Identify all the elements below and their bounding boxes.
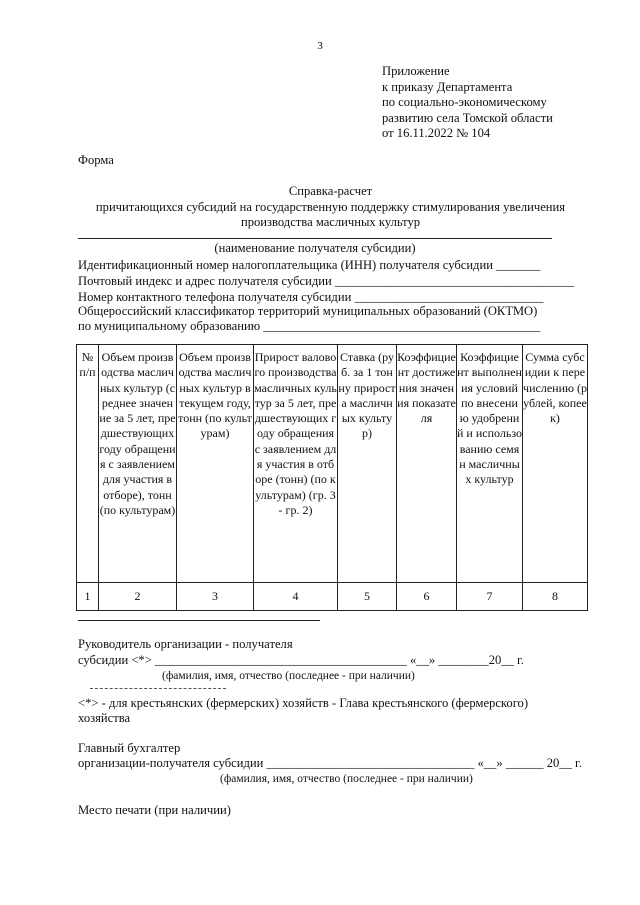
title-line: причитающихся субсидий на государственную поддержку стимулирования увеличения bbox=[95, 199, 566, 214]
appendix-line: развитию села Томской области bbox=[382, 110, 553, 125]
recipient-caption: (наименование получателя субсидии) bbox=[214, 241, 416, 255]
inn-field: Идентификационный номер налогоплательщика (ИНН) получателя субсидии _______ bbox=[78, 258, 541, 272]
page-number: 3 bbox=[317, 40, 323, 52]
column-header: Коэффициент достижения значения показателя bbox=[397, 345, 457, 583]
footnote-text: <*> - для крестьянских (фермерских) хозяйств - Глава крестьянского (фермерского) bbox=[78, 696, 529, 710]
table-number-row bbox=[77, 583, 588, 611]
accountant-signature-caption: (фамилия, имя, отчество (последнее - при наличии) bbox=[220, 773, 473, 785]
table-header-row bbox=[77, 345, 588, 583]
column-header: № п/п bbox=[77, 345, 99, 583]
head-signature-line: субсидии <*> ________________________________________ «__» ________20__ г. bbox=[78, 653, 524, 667]
head-title: Руководитель организации - получателя bbox=[78, 637, 293, 651]
column-number: 1 bbox=[77, 583, 99, 611]
column-header: Ставка (руб. за 1 тонну прироста масличных культур) bbox=[338, 345, 397, 583]
footnote-text: хозяйства bbox=[78, 711, 131, 725]
column-header: Объем производства масличных культур (среднее значение за 5 лет, предшествующих году обращения с заявлением для участия в отборе), тонн (по культурам) bbox=[99, 345, 177, 583]
column-number: 6 bbox=[397, 583, 457, 611]
appendix-line: от 16.11.2022 № 104 bbox=[382, 126, 491, 141]
column-header: Объем производства масличных культур в текущем году, тонн (по культурам) bbox=[177, 345, 254, 583]
appendix-line: к приказу Департамента bbox=[382, 79, 513, 94]
phone-field: Номер контактного телефона получателя субсидии ______________________________ bbox=[78, 290, 544, 304]
title-line: Справка-расчет bbox=[288, 184, 373, 198]
column-number: 5 bbox=[338, 583, 397, 611]
column-number: 8 bbox=[523, 583, 588, 611]
appendix-block bbox=[382, 64, 553, 142]
column-header: Коэффициент выполнения условий по внесению удобрений и использованию семян масличных культур bbox=[457, 345, 523, 583]
accountant-signature-line: организации-получателя субсидии _________________________________ «__» ______ 20__ г. bbox=[78, 756, 582, 770]
document-title bbox=[78, 184, 583, 231]
calculation-table bbox=[76, 344, 588, 611]
column-number: 7 bbox=[457, 583, 523, 611]
column-number: 4 bbox=[254, 583, 338, 611]
column-number: 2 bbox=[99, 583, 177, 611]
head-signature-caption: (фамилия, имя, отчество (последнее - при наличии) bbox=[162, 670, 415, 682]
form-label: Форма bbox=[78, 153, 114, 167]
column-header: Сумма субсидии к перечислению (рублей, копеек) bbox=[523, 345, 588, 583]
column-header: Прирост валового производства масличных культур за 5 лет, предшествующих году обращения с заявлением для участия в отборе (тонн) (по культурам) (гр. 3 - гр. 2) bbox=[254, 345, 338, 583]
municipality-field: по муниципальному образованию ____________________________________________ bbox=[78, 319, 541, 333]
column-number: 3 bbox=[177, 583, 254, 611]
recipient-name-line bbox=[78, 238, 552, 239]
separator-line bbox=[78, 620, 320, 621]
appendix-line: по социально-экономическому bbox=[382, 95, 547, 110]
appendix-line: Приложение bbox=[382, 64, 450, 78]
stamp-place: Место печати (при наличии) bbox=[78, 803, 231, 817]
accountant-title: Главный бухгалтер bbox=[78, 741, 181, 755]
oktmo-field: Общероссийский классификатор территорий муниципальных образований (ОКТМО) bbox=[78, 304, 538, 318]
title-line: производства масличных культур bbox=[240, 215, 421, 230]
address-field: Почтовый индекс и адрес получателя субсидии ______________________________________ bbox=[78, 274, 575, 288]
footnote-separator bbox=[90, 688, 226, 689]
